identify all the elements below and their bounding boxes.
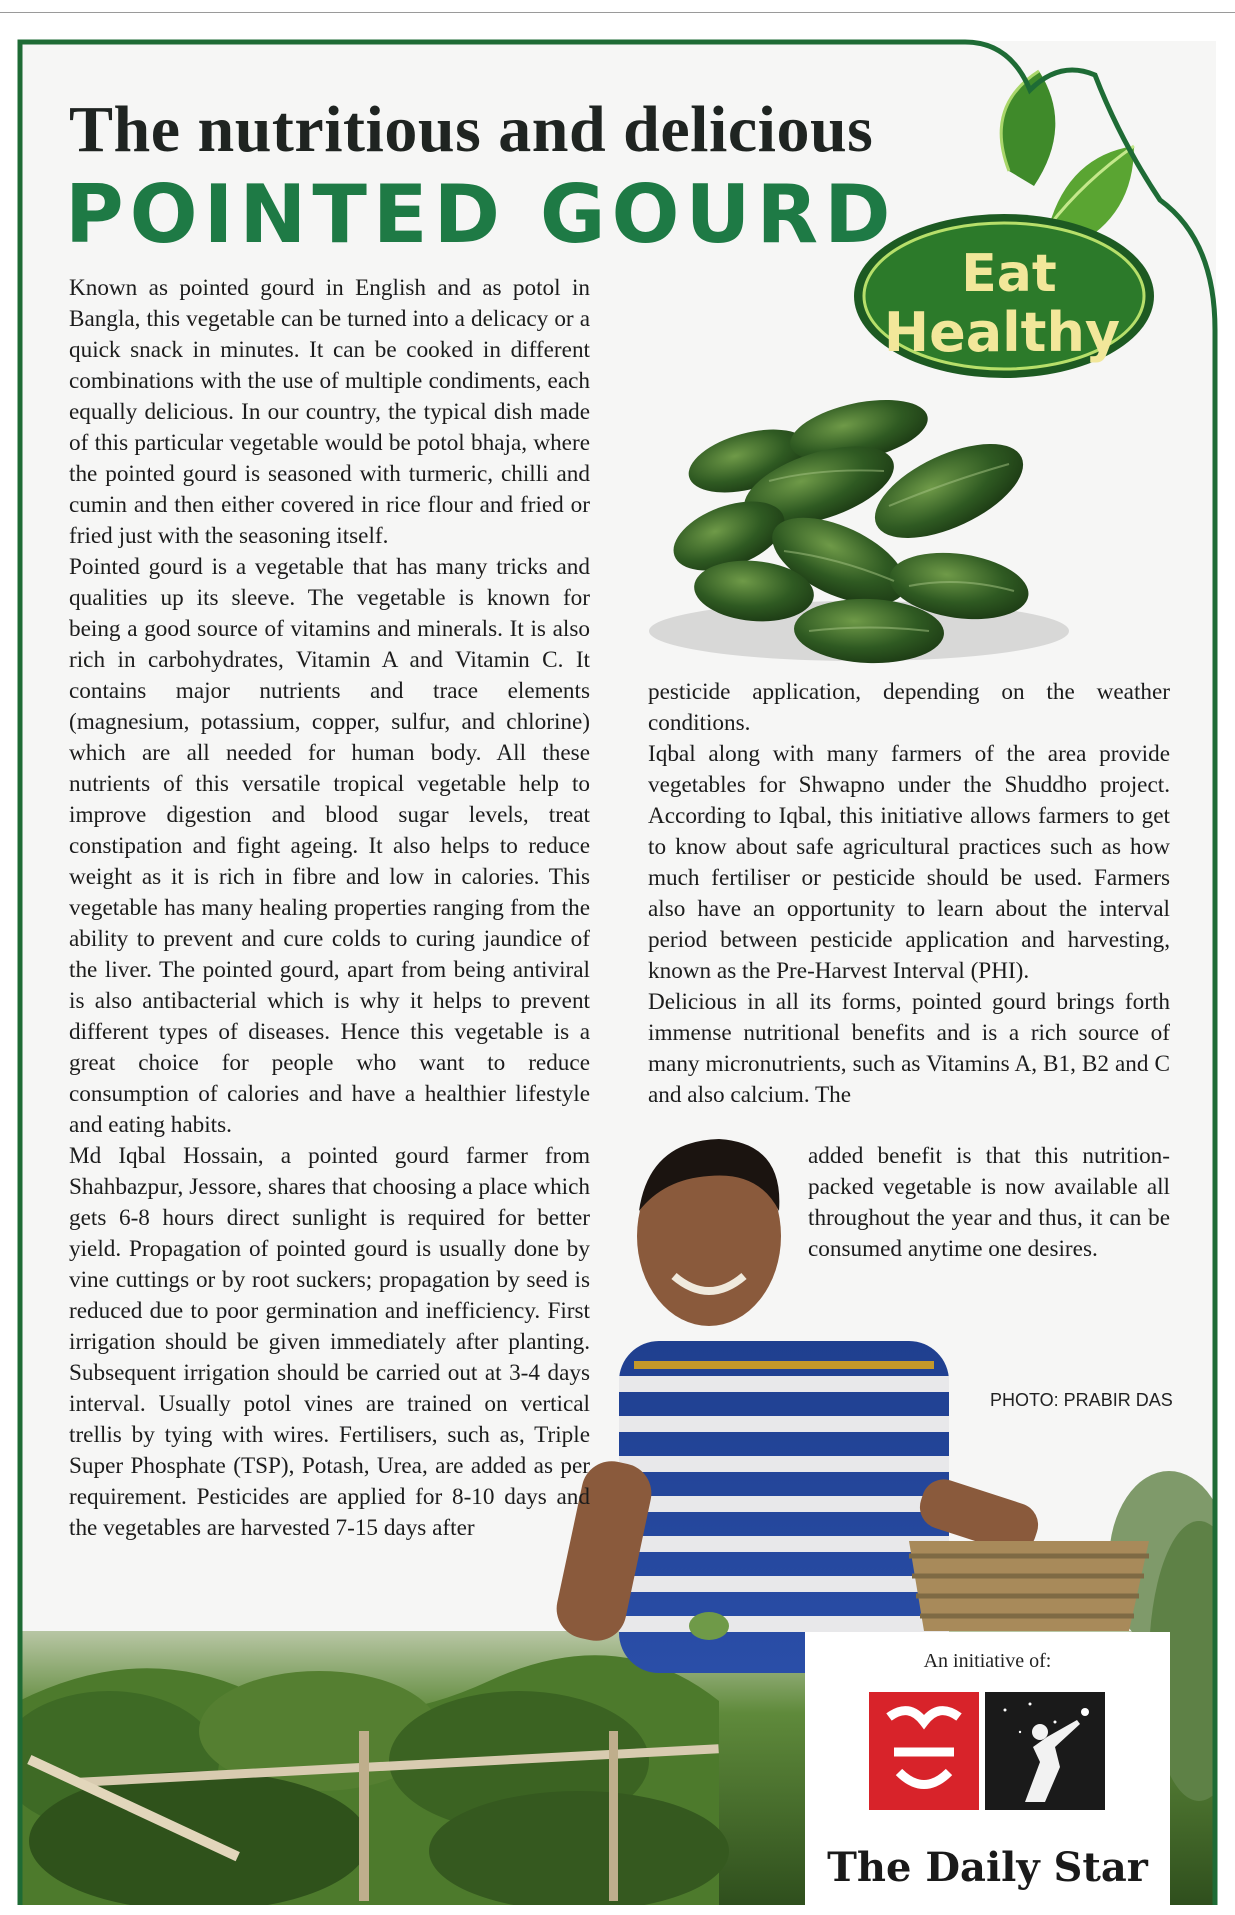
shwapno-logo bbox=[869, 1692, 979, 1810]
col1-paragraph-1: Known as pointed gourd in English and as potol in Bangla, this vegetable can be turned into a delicacy or a quick snack in minutes. It can be cooked in different combinations with the use of multiple condiments, each equally delicious. In our country, the typical dish made of this particular vegetable would be potol bhaja, where the pointed gourd is seasoned with turmeric, chilli and cumin and then either covered in rice flour and fried or fried just with the seasoning itself. bbox=[69, 275, 590, 549]
col1-paragraph-2: Pointed gourd is a vegetable that has many tricks and qualities up its sleeve. The vegetable is known for being a good source of vitamins and minerals. It is also rich in carbohydrates, Vitamin A and Vitamin C. It contains major nutrients and trace elements (magnesium, potassium, copper, sulfur, and chlorine) which are all needed for human body. All these nutrients of this versatile tropical vegetable help to improve digestion and blood sugar levels, treat constipation and fight ageing. It also helps to reduce weight as it is rich in fibre and low in calories. This vegetable has many healing properties ranging from the ability to prevent and cure colds to curing jaundice of the liver. The pointed gourd, apart from being antiviral is also antibacterial which is why it helps to prevent different types of diseases. Hence this vegetable is a great choice for people who want to reduce consumption of calories and have a healthier lifestyle and eating habits. bbox=[69, 554, 590, 1138]
sponsor-box bbox=[805, 1632, 1170, 1905]
top-rule bbox=[0, 12, 1235, 13]
col1-paragraph-3: Md Iqbal Hossain, a pointed gourd farmer from Shahbazpur, Jessore, shares that choosing a place which gets 6-8 hours direct sunlight is required for better yield. Propagation of pointed gourd is usually done by vine cuttings or by root suckers; propagation by seed is reduced due to poor germination and inefficiency. First irrigation should be given immediately after planting. Subsequent irrigation should be carried out at 3-4 days interval. Usually potol vines are trained on vertical trellis by tying with wires. Fertilisers, such as, Triple Super Phosphate (TSP), Potash, Urea, are added as per requirement. Pesticides are applied for 8-10 days and the vegetables are harvested 7-15 days after bbox=[69, 1143, 590, 1541]
col2-paragraph-1: pesticide application, depending on the weather conditions. bbox=[648, 679, 1170, 736]
article-column-right bbox=[648, 677, 1170, 1111]
badge-eat: Eat bbox=[961, 244, 1057, 304]
pointed-gourd-pile bbox=[649, 389, 1069, 666]
headline-line2: POINTED GOURD bbox=[65, 168, 897, 261]
badge-healthy: Healthy bbox=[883, 301, 1121, 364]
col2-tail-paragraph: added benefit is that this nutrition-packed vegetable is now available all throughout the year and thus, it can be consumed anytime one desires. bbox=[808, 1143, 1170, 1262]
daily-star-masthead: The Daily Star bbox=[827, 1844, 1148, 1891]
sponsor-label: An initiative of: bbox=[923, 1650, 1052, 1672]
col2-paragraph-2: Iqbal along with many farmers of the area provide vegetables for Shwapno under the Shuddho project. According to Iqbal, this initiative allows farmers to get to know about safe agricultural practices such as how much fertiliser or pesticide should be used. Farmers also have an opportunity to learn about the interval period between pesticide application and harvesting, known as the Pre-Harvest Interval (PHI). bbox=[648, 741, 1170, 984]
col2-paragraph-3: Delicious in all its forms, pointed gourd brings forth immense nutritional benefits and is a rich source of many micronutrients, such as Vitamins A, B1, B2 and C and also calcium. The bbox=[648, 989, 1170, 1108]
star-figure-logo bbox=[985, 1692, 1105, 1810]
headline-line1: The nutritious and delicious bbox=[69, 93, 874, 166]
article-column-right-tail bbox=[808, 1141, 1170, 1265]
article-column-left bbox=[69, 273, 590, 1544]
photo-credit: PHOTO: PRABIR DAS bbox=[990, 1390, 1173, 1410]
